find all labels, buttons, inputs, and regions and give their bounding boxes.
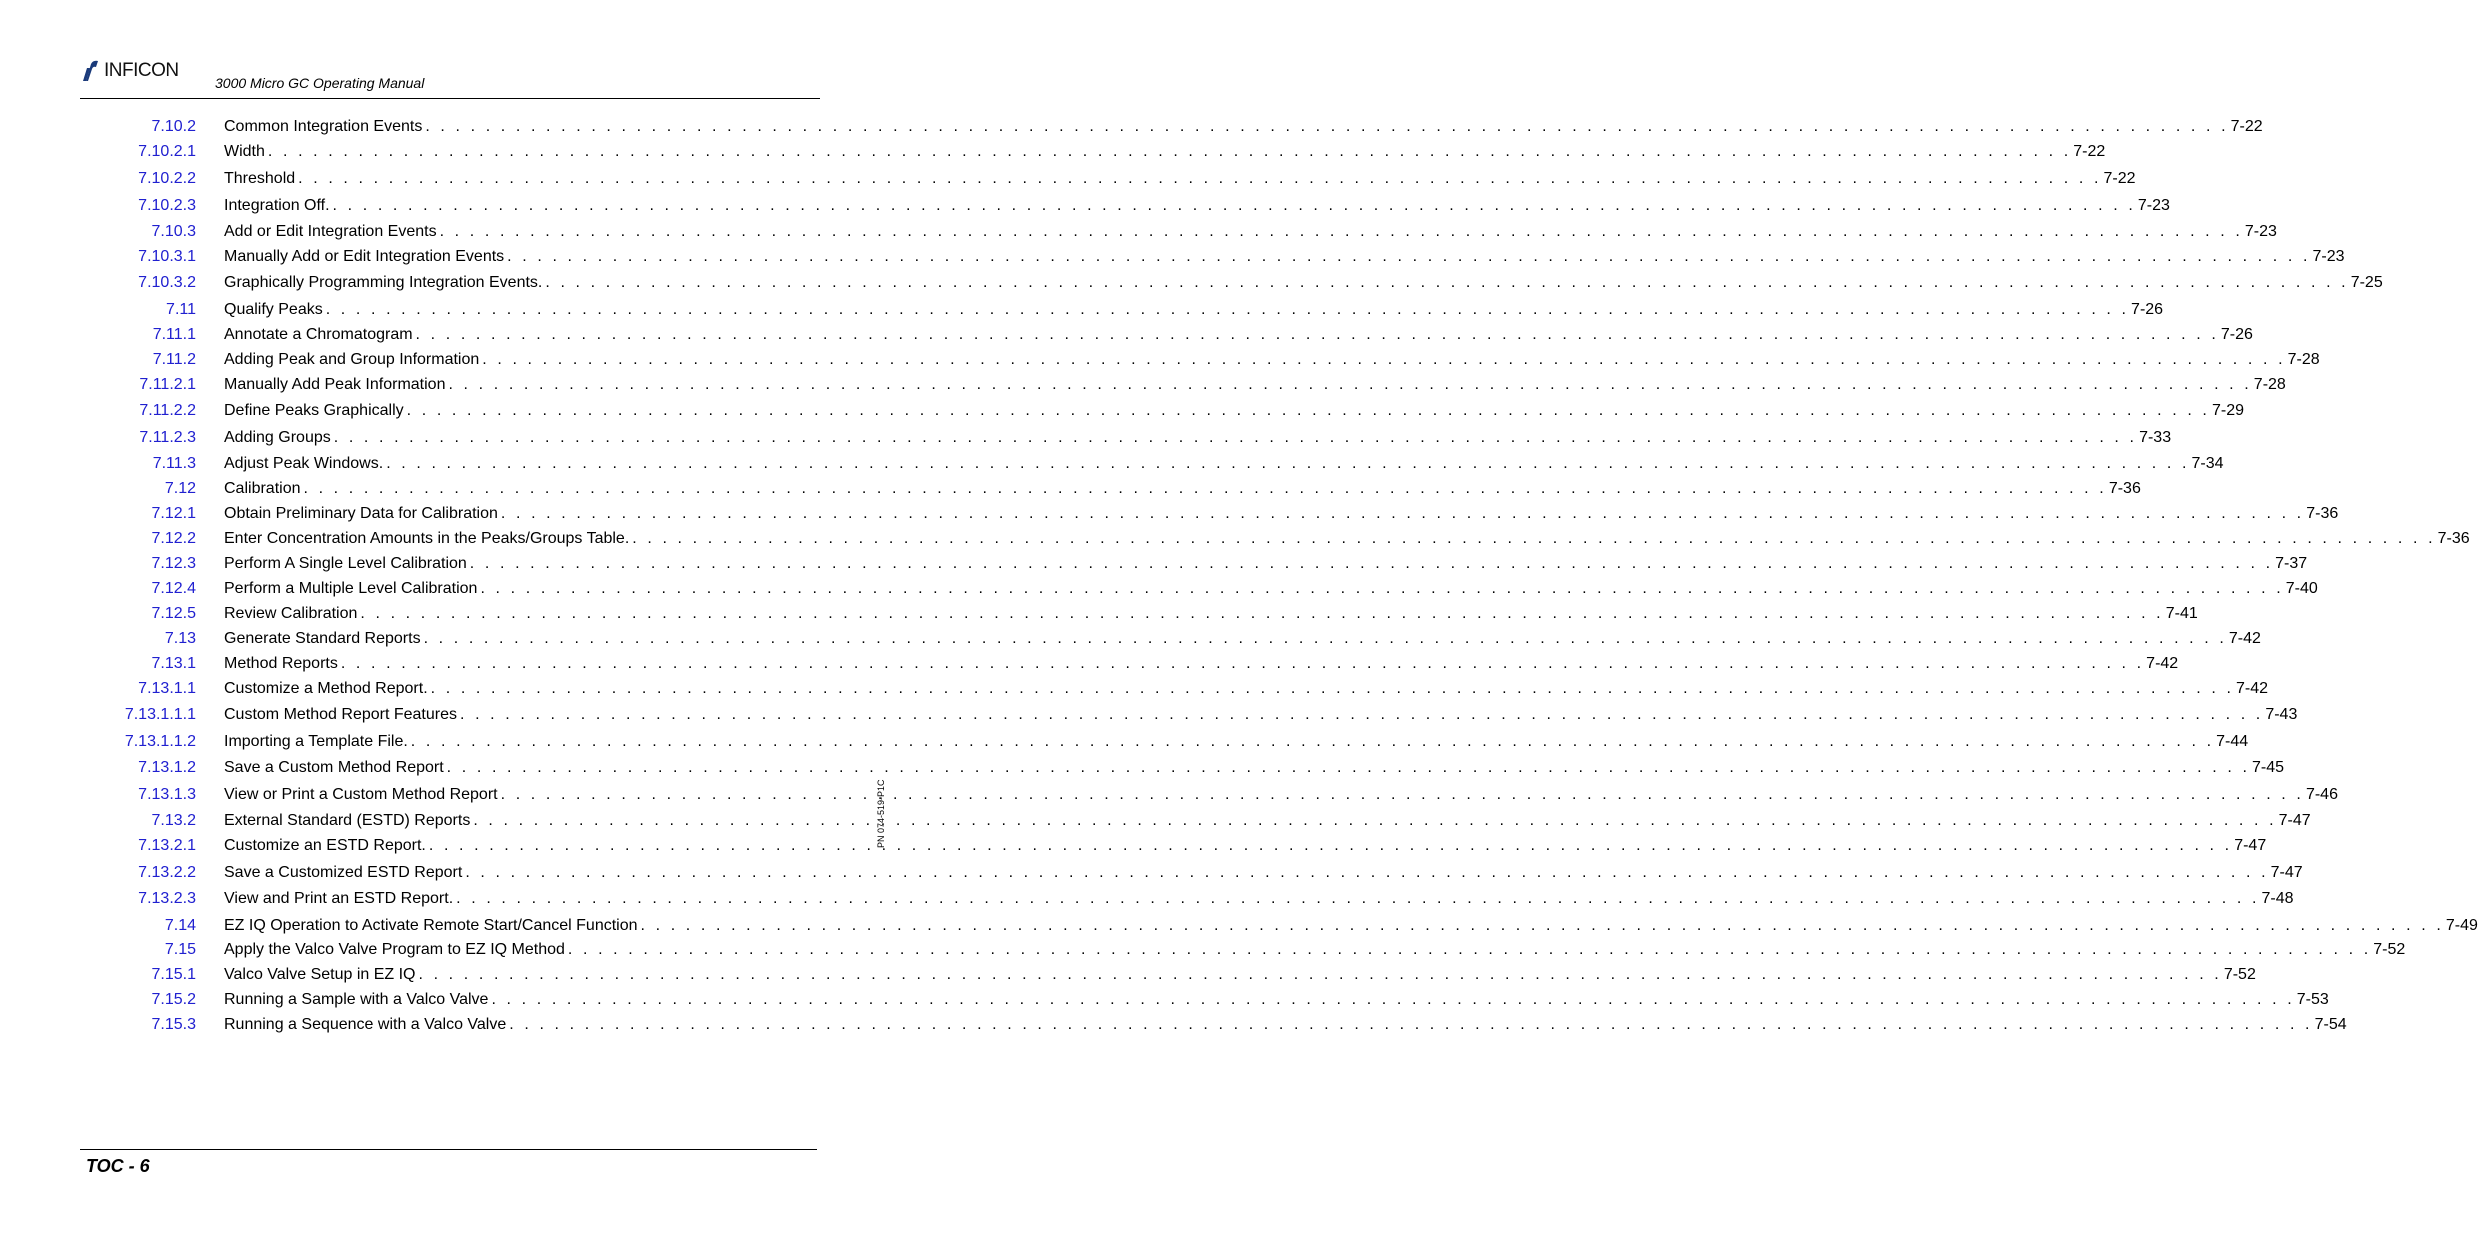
toc-title-line — [224, 374, 2286, 396]
toc-section-title: Add or Edit Integration Events — [224, 221, 440, 243]
toc-entry[interactable] — [0, 939, 2406, 961]
toc-entry[interactable] — [0, 349, 2320, 371]
toc-section-number[interactable]: 7.12 — [164, 480, 196, 497]
toc-title-line — [224, 528, 2470, 550]
toc-page-number: 7-34 — [2190, 453, 2224, 475]
toc-leader-dots: . . . . . . . . . . . . . . . . . . . . . . . . . . . . . . . . . . . . . . . . . . . . . . . . . . . . . . . . . . . . . . . . . . . . . . . . . . . . . . . . . . . . . . . . . . . . . . . . . . . . . . . . . . . . . . . . . . . . . . . . — [500, 505, 2305, 522]
toc-page-number: 7-44 — [2214, 731, 2248, 753]
toc-section-title: Save a Custom Method Report — [224, 757, 447, 779]
toc-leader-dots: . . . . . . . . . . . . . . . . . . . . . . . . . . . . . . . . . . . . . . . . . . . . . . . . . . . . . . . . . . . . . . . . . . . . . . . . . . . . . . . . . . . . . . . . . . . . . . . . . . . . . . . . . . . . . . . . . . . . . . . . — [423, 630, 2227, 647]
toc-section-title: Custom Method Report Features — [224, 704, 460, 726]
toc-entry[interactable] — [0, 784, 2338, 806]
toc-title-line — [224, 915, 2478, 937]
toc-page-number: 7-26 — [2219, 324, 2253, 346]
toc-page-number: 7-22 — [2101, 168, 2135, 190]
toc-leader-dots: . . . . . . . . . . . . . . . . . . . . . . . . . . . . . . . . . . . . . . . . . . . . . . . . . . . . . . . . . . . . . . . . . . . . . . . . . . . . . . . . . . . . . . . . . . . . . . . . . . . . . . . . . . . . . . . . . . . . . . . . — [473, 812, 2277, 829]
toc-page-number: 7-42 — [2144, 653, 2178, 675]
toc-page-number: 7-25 — [2349, 272, 2383, 294]
toc-title-line — [224, 678, 2269, 700]
toc-title-line — [224, 862, 2303, 884]
toc-title-line — [224, 578, 2318, 600]
toc-section-number[interactable]: 7.10.2.3 — [138, 197, 196, 214]
toc-leader-dots: . . . . . . . . . . . . . . . . . . . . . . . . . . . . . . . . . . . . . . . . . . . . . . . . . . . . . . . . . . . . . . . . . . . . . . . . . . . . . . . . . . . . . . . . . . . . . . . . . . . . . . . . . . . . . . . . . . . . . . . . — [632, 530, 2436, 547]
toc-section-number[interactable]: 7.10.3 — [151, 223, 196, 240]
toc-section-number[interactable]: 7.13.1.1.2 — [124, 733, 196, 750]
toc-entry[interactable] — [0, 246, 2345, 268]
toc-section-title: Perform a Multiple Level Calibration — [224, 578, 480, 600]
toc-section-title: Annotate a Chromatogram — [224, 324, 416, 346]
toc-section-number[interactable]: 7.11.3 — [152, 455, 196, 472]
toc-section-number[interactable]: 7.13.2.1 — [138, 837, 196, 854]
toc-page-number: 7-48 — [2259, 888, 2293, 910]
toc-leader-dots: . . . . . . . . . . . . . . . . . . . . . . . . . . . . . . . . . . . . . . . . . . . . . . . . . . . . . . . . . . . . . . . . . . . . . . . . . . . . . . . . . . . . . . . . . . . . . . . . . . . . . . . . . . . . . . . . . . . . . . . . — [303, 480, 2107, 497]
toc-section-number[interactable]: 7.14 — [164, 917, 196, 934]
toc-leader-dots: . . . . . . . . . . . . . . . . . . . . . . . . . . . . . . . . . . . . . . . . . . . . . . . . . . . . . . . . . . . . . . . . . . . . . . . . . . . . . . . . . . . . . . . . . . . . . . . . . . . . . . . . . . . . . . . . . . . . . . . . — [267, 143, 2072, 160]
toc-leader-dots: . . . . . . . . . . . . . . . . . . . . . . . . . . . . . . . . . . . . . . . . . . . . . . . . . . . . . . . . . . . . . . . . . . . . . . . . . . . . . . . . . . . . . . . . . . . . . . . . . . . . . . . . . . . . . . . . . . . . . . . . — [567, 941, 2372, 958]
toc-entry[interactable] — [0, 478, 2141, 500]
toc-section-number[interactable]: 7.13.1 — [151, 655, 196, 672]
manual-title: 3000 Micro GC Operating Manual — [215, 75, 425, 91]
toc-entry[interactable] — [0, 553, 2308, 575]
toc-section-number[interactable]: 7.10.3.1 — [138, 248, 196, 265]
toc-section-title: Adjust Peak Windows. — [224, 453, 386, 475]
toc-page-number: 7-43 — [2263, 704, 2297, 726]
toc-section-title: Apply the Valco Valve Program to EZ IQ Method — [224, 939, 568, 961]
toc-section-title: Review Calibration — [224, 603, 360, 625]
inficon-logo — [82, 58, 179, 84]
toc-leader-dots: . . . . . . . . . . . . . . . . . . . . . . . . . . . . . . . . . . . . . . . . . . . . . . . . . . . . . . . . . . . . . . . . . . . . . . . . . . . . . . . . . . . . . . . . . . . . . . . . . . . . . . . . . . . . . . . . . . . . . . . . — [480, 580, 2284, 597]
toc-leader-dots: . . . . . . . . . . . . . . . . . . . . . . . . . . . . . . . . . . . . . . . . . . . . . . . . . . . . . . . . . . . . . . . . . . . . . . . . . . . . . . . . . . . . . . . . . . . . . . . . . . . . . . . . . . . . . . . . . . . . . . . . — [428, 837, 2233, 854]
toc-title-line — [224, 453, 2224, 475]
toc-page-number: 7-42 — [2234, 678, 2268, 700]
toc-page-number: 7-42 — [2227, 628, 2261, 650]
toc-leader-dots: . . . . . . . . . . . . . . . . . . . . . . . . . . . . . . . . . . . . . . . . . . . . . . . . . . . . . . . . . . . . . . . . . . . . . . . . . . . . . . . . . . . . . . . . . . . . . . . . . . . . . . . . . . . . . . . . . . . . . . . . — [425, 118, 2229, 135]
header-divider — [80, 98, 820, 99]
toc-entry[interactable] — [0, 810, 2311, 832]
toc-title-line — [224, 141, 2106, 163]
toc-section-number[interactable]: 7.15.1 — [151, 966, 196, 983]
toc-leader-dots: . . . . . . . . . . . . . . . . . . . . . . . . . . . . . . . . . . . . . . . . . . . . . . . . . . . . . . . . . . . . . . . . . . . . . . . . . . . . . . . . . . . . . . . . . . . . . . . . . . . . . . . . . . . . . . . . . . . . . . . . — [360, 605, 2164, 622]
toc-entry[interactable] — [0, 628, 2261, 650]
toc-section-title: Running a Sample with a Valco Valve — [224, 989, 491, 1011]
toc-section-title: Adding Groups — [224, 427, 334, 449]
toc-section-title: Qualify Peaks — [224, 299, 326, 321]
toc-page-number: 7-22 — [2071, 141, 2105, 163]
toc-title-line — [224, 989, 2329, 1011]
toc-page-number: 7-53 — [2295, 989, 2329, 1011]
toc-entry[interactable] — [0, 427, 2172, 449]
toc-entry[interactable] — [0, 603, 2198, 625]
toc-entry[interactable] — [0, 1014, 2347, 1036]
toc-entry[interactable] — [0, 964, 2256, 986]
toc-section-title: Customize a Method Report. — [224, 678, 431, 700]
toc-title-line — [224, 757, 2285, 779]
toc-section-number[interactable]: 7.10.2 — [151, 118, 196, 135]
toc-entry[interactable] — [0, 653, 2179, 675]
toc-leader-dots: . . . . . . . . . . . . . . . . . . . . . . . . . . . . . . . . . . . . . . . . . . . . . . . . . . . . . . . . . . . . . . . . . . . . . . . . . . . . . . . . . . . . . . . . . . . . . . . . . . . . . . . . . . . . . . . . . . . . . . . . — [415, 326, 2219, 343]
toc-title-line — [224, 653, 2179, 675]
toc-section-title: Obtain Preliminary Data for Calibration — [224, 503, 501, 525]
toc-leader-dots: . . . . . . . . . . . . . . . . . . . . . . . . . . . . . . . . . . . . . . . . . . . . . . . . . . . . . . . . . . . . . . . . . . . . . . . . . . . . . . . . . . . . . . . . . . . . . . . . . . . . . . . . . . . . . . . . . . . . . . . . — [545, 274, 2349, 291]
toc-section-number[interactable]: 7.11.2.1 — [139, 376, 196, 393]
toc-section-number[interactable]: 7.13.1.1 — [138, 680, 196, 697]
toc-entry[interactable] — [0, 400, 2244, 422]
logo-text: INFICON — [104, 60, 179, 81]
toc-page-number: 7-28 — [2286, 349, 2320, 371]
toc-section-title: Customize an ESTD Report. — [224, 835, 429, 857]
toc-section-title: Calibration — [224, 478, 303, 500]
footer-divider — [80, 1149, 817, 1150]
toc-section-number[interactable]: 7.13.2.2 — [138, 864, 196, 881]
toc-title-line — [224, 324, 2253, 346]
toc-section-title: Define Peaks Graphically — [224, 400, 407, 422]
toc-page-number: 7-22 — [2229, 116, 2263, 138]
toc-section-title: Integration Off. — [224, 195, 333, 217]
toc-section-number[interactable]: 7.13 — [164, 630, 196, 647]
toc-entry[interactable] — [0, 731, 2249, 753]
toc-page-number: 7-23 — [2243, 221, 2277, 243]
toc-leader-dots: . . . . . . . . . . . . . . . . . . . . . . . . . . . . . . . . . . . . . . . . . . . . . . . . . . . . . . . . . . . . . . . . . . . . . . . . . . . . . . . . . . . . . . . . . . . . . . . . . . . . . . . . . . . . . . . . . . . . . . . . — [386, 455, 2190, 472]
toc-section-number[interactable]: 7.12.5 — [151, 605, 196, 622]
toc-page-number: 7-36 — [2304, 503, 2338, 525]
toc-entry[interactable] — [0, 757, 2285, 779]
toc-leader-dots: . . . . . . . . . . . . . . . . . . . . . . . . . . . . . . . . . . . . . . . . . . . . . . . . . . . . . . . . . . . . . . . . . . . . . . . . . . . . . . . . . . . . . . . . . . . . . . . . . . . . . . . . . . . . . . . . . . . . . . . . — [325, 301, 2130, 318]
toc-leader-dots: . . . . . . . . . . . . . . . . . . . . . . . . . . . . . . . . . . . . . . . . . . . . . . . . . . . . . . . . . . . . . . . . . . . . . . . . . . . . . . . . . . . . . . . . . . . . . . . . . . . . . . . . . . . . . . . . . . . . . . . . — [446, 759, 2250, 776]
toc-section-title: Perform A Single Level Calibration — [224, 553, 470, 575]
toc-section-number[interactable]: 7.13.1.1.1 — [124, 706, 196, 723]
toc-entry[interactable] — [0, 324, 2253, 346]
toc-section-title: Running a Sequence with a Valco Valve — [224, 1014, 509, 1036]
toc-section-number[interactable]: 7.15.3 — [151, 1016, 196, 1033]
page-number-label: TOC - 6 — [86, 1156, 150, 1176]
toc-entry[interactable] — [0, 195, 2170, 217]
toc-leader-dots: . . . . . . . . . . . . . . . . . . . . . . . . . . . . . . . . . . . . . . . . . . . . . . . . . . . . . . . . . . . . . . . . . . . . . . . . . . . . . . . . . . . . . . . . . . . . . . . . . . . . . . . . . . . . . . . . . . . . . . . . — [465, 864, 2269, 881]
toc-leader-dots: . . . . . . . . . . . . . . . . . . . . . . . . . . . . . . . . . . . . . . . . . . . . . . . . . . . . . . . . . . . . . . . . . . . . . . . . . . . . . . . . . . . . . . . . . . . . . . . . . . . . . . . . . . . . . . . . . . . . . . . . — [298, 170, 2102, 187]
toc-section-number[interactable]: 7.11 — [166, 301, 196, 318]
toc-section-number[interactable]: 7.13.1.3 — [138, 786, 196, 803]
toc-section-number[interactable]: 7.10.3.2 — [138, 274, 196, 291]
toc-section-number[interactable]: 7.13.2 — [151, 812, 196, 829]
toc-entry[interactable] — [0, 374, 2286, 396]
toc-entry[interactable] — [0, 141, 2106, 163]
toc-title-line — [224, 400, 2244, 422]
toc-section-title: Width — [224, 141, 268, 163]
toc-entry[interactable] — [0, 862, 2303, 884]
toc-title-line — [224, 478, 2141, 500]
page-header — [0, 0, 954, 100]
toc-entry[interactable] — [0, 453, 2224, 475]
toc-section-title: Manually Add or Edit Integration Events — [224, 246, 507, 268]
toc-page-number: 7-47 — [2232, 835, 2266, 857]
toc-section-title: External Standard (ESTD) Reports — [224, 810, 473, 832]
toc-section-number[interactable]: 7.15.2 — [151, 991, 196, 1008]
toc-title-line — [224, 427, 2172, 449]
toc-page-number: 7-54 — [2313, 1014, 2347, 1036]
toc-leader-dots: . . . . . . . . . . . . . . . . . . . . . . . . . . . . . . . . . . . . . . . . . . . . . . . . . . . . . . . . . . . . . . . . . . . . . . . . . . . . . . . . . . . . . . . . . . . . . . . . . . . . . . . . . . . . . . . . . . . . . . . . — [332, 197, 2136, 214]
toc-entry[interactable] — [0, 678, 2269, 700]
toc-title-line — [224, 964, 2256, 986]
toc-section-title: Adding Peak and Group Information — [224, 349, 482, 371]
toc-section-title: Threshold — [224, 168, 298, 190]
toc-page-number: 7-28 — [2252, 374, 2286, 396]
toc-entry[interactable] — [0, 168, 2136, 190]
toc-entry[interactable] — [0, 272, 2383, 294]
toc-leader-dots: . . . . . . . . . . . . . . . . . . . . . . . . . . . . . . . . . . . . . . . . . . . . . . . . . . . . . . . . . . . . . . . . . . . . . . . . . . . . . . . . . . . . . . . . . . . . . . . . . . . . . . . . . . . . . . . . . . . . . . . . — [448, 376, 2252, 393]
toc-section-number[interactable]: 7.12.4 — [151, 580, 196, 597]
toc-section-number[interactable]: 7.12.2 — [151, 530, 196, 547]
toc-page-number: 7-47 — [2269, 862, 2303, 884]
toc-title-line — [224, 1014, 2347, 1036]
toc-section-number[interactable]: 7.15 — [164, 941, 196, 958]
toc-section-title: Graphically Programming Integration Events. — [224, 272, 545, 294]
toc-leader-dots: . . . . . . . . . . . . . . . . . . . . . . . . . . . . . . . . . . . . . . . . . . . . . . . . . . . . . . . . . . . . . . . . . . . . . . . . . . . . . . . . . . . . . . . . . . . . . . . . . . . . . . . . . . . . . . . . . . . . . . . . — [439, 223, 2243, 240]
toc-section-title: Manually Add Peak Information — [224, 374, 448, 396]
toc-leader-dots: . . . . . . . . . . . . . . . . . . . . . . . . . . . . . . . . . . . . . . . . . . . . . . . . . . . . . . . . . . . . . . . . . . . . . . . . . . . . . . . . . . . . . . . . . . . . . . . . . . . . . . . . . . . . . . . . . . . . . . . . — [418, 966, 2222, 983]
toc-title-line — [224, 628, 2261, 650]
toc-section-number[interactable]: 7.11.2.2 — [139, 402, 196, 419]
toc-title-line — [224, 810, 2311, 832]
toc-leader-dots: . . . . . . . . . . . . . . . . . . . . . . . . . . . . . . . . . . . . . . . . . . . . . . . . . . . . . . . . . . . . . . . . . . . . . . . . . . . . . . . . . . . . . . . . . . . . . . . . . . . . . . . . . . . . . . . . . . . . . . . . — [340, 655, 2145, 672]
toc-page-number: 7-40 — [2284, 578, 2318, 600]
toc-title-line — [224, 939, 2406, 961]
toc-leader-dots: . . . . . . . . . . . . . . . . . . . . . . . . . . . . . . . . . . . . . . . . . . . . . . . . . . . . . . . . . . . . . . . . . . . . . . . . . . . . . . . . . . . . . . . . . . . . . . . . . . . . . . . . . . . . . . . . . . . . . . . . — [482, 351, 2286, 368]
toc-title-line — [224, 888, 2294, 910]
toc-leader-dots: . . . . . . . . . . . . . . . . . . . . . . . . . . . . . . . . . . . . . . . . . . . . . . . . . . . . . . . . . . . . . . . . . . . . . . . . . . . . . . . . . . . . . . . . . . . . . . . . . . . . . . . . . . . . . . . . . . . . . . . . — [507, 248, 2311, 265]
toc-leader-dots: . . . . . . . . . . . . . . . . . . . . . . . . . . . . . . . . . . . . . . . . . . . . . . . . . . . . . . . . . . . . . . . . . . . . . . . . . . . . . . . . . . . . . . . . . . . . . . . . . . . . . . . . . . . . . . . . . . . . . . . . — [410, 733, 2215, 750]
toc-title-line — [224, 731, 2249, 753]
toc-leader-dots: . . . . . . . . . . . . . . . . . . . . . . . . . . . . . . . . . . . . . . . . . . . . . . . . . . . . . . . . . . . . . . . . . . . . . . . . . . . . . . . . . . . . . . . . . . . . . . . . . . . . . . . . . . . . . . . . . . . . . . . . — [640, 917, 2444, 934]
toc-title-line — [224, 603, 2198, 625]
toc-leader-dots: . . . . . . . . . . . . . . . . . . . . . . . . . . . . . . . . . . . . . . . . . . . . . . . . . . . . . . . . . . . . . . . . . . . . . . . . . . . . . . . . . . . . . . . . . . . . . . . . . . . . . . . . . . . . . . . . . . . . . . . . — [430, 680, 2234, 697]
toc-title-line — [224, 299, 2164, 321]
toc-section-number[interactable]: 7.10.2.1 — [138, 143, 196, 160]
toc-entry[interactable] — [0, 528, 2470, 550]
toc-page-number: 7-36 — [2436, 528, 2470, 550]
toc-title-line — [224, 168, 2136, 190]
toc-entry[interactable] — [0, 221, 2277, 243]
toc-page-number: 7-37 — [2273, 553, 2307, 575]
toc-page-number: 7-36 — [2107, 478, 2141, 500]
toc-leader-dots: . . . . . . . . . . . . . . . . . . . . . . . . . . . . . . . . . . . . . . . . . . . . . . . . . . . . . . . . . . . . . . . . . . . . . . . . . . . . . . . . . . . . . . . . . . . . . . . . . . . . . . . . . . . . . . . . . . . . . . . . — [460, 706, 2264, 723]
toc-title-line — [224, 784, 2338, 806]
toc-title-line — [224, 349, 2320, 371]
toc-leader-dots: . . . . . . . . . . . . . . . . . . . . . . . . . . . . . . . . . . . . . . . . . . . . . . . . . . . . . . . . . . . . . . . . . . . . . . . . . . . . . . . . . . . . . . . . . . . . . . . . . . . . . . . . . . . . . . . . . . . . . . . . — [406, 402, 2210, 419]
toc-section-title: Generate Standard Reports — [224, 628, 424, 650]
toc-entry[interactable] — [0, 989, 2329, 1011]
toc-section-title: Save a Customized ESTD Report — [224, 862, 465, 884]
toc-page-number: 7-52 — [2222, 964, 2256, 986]
toc-page-number: 7-23 — [2136, 195, 2170, 217]
toc-section-number[interactable]: 7.10.2.2 — [138, 170, 196, 187]
toc-entry[interactable] — [0, 888, 2294, 910]
toc-page-number: 7-41 — [2164, 603, 2198, 625]
toc-section-title: Valco Valve Setup in EZ IQ — [224, 964, 419, 986]
toc-leader-dots: . . . . . . . . . . . . . . . . . . . . . . . . . . . . . . . . . . . . . . . . . . . . . . . . . . . . . . . . . . . . . . . . . . . . . . . . . . . . . . . . . . . . . . . . . . . . . . . . . . . . . . . . . . . . . . . . . . . . . . . . — [456, 890, 2260, 907]
toc-page-number: 7-33 — [2137, 427, 2171, 449]
toc-title-line — [224, 503, 2339, 525]
toc-section-title: Method Reports — [224, 653, 341, 675]
toc-page-number: 7-46 — [2304, 784, 2338, 806]
inficon-logo-icon — [82, 60, 102, 82]
toc-leader-dots: . . . . . . . . . . . . . . . . . . . . . . . . . . . . . . . . . . . . . . . . . . . . . . . . . . . . . . . . . . . . . . . . . . . . . . . . . . . . . . . . . . . . . . . . . . . . . . . . . . . . . . . . . . . . . . . . . . . . . . . . — [491, 991, 2295, 1008]
toc-page-number: 7-23 — [2311, 246, 2345, 268]
toc-entry[interactable] — [0, 503, 2339, 525]
toc-section-title: View and Print an ESTD Report. — [224, 888, 456, 910]
toc-title-line — [224, 704, 2298, 726]
toc-entry[interactable] — [0, 915, 2478, 937]
toc-title-line — [224, 835, 2267, 857]
toc-section-number[interactable]: 7.12.3 — [151, 555, 196, 572]
toc-section-title: Importing a Template File. — [224, 731, 411, 753]
toc-title-line — [224, 553, 2308, 575]
toc-title-line — [224, 195, 2170, 217]
toc-section-number[interactable]: 7.12.1 — [151, 505, 196, 522]
toc-page-number: 7-47 — [2277, 810, 2311, 832]
toc-entry[interactable] — [0, 835, 2267, 857]
toc-entry[interactable] — [0, 299, 2164, 321]
toc-entry[interactable] — [0, 578, 2318, 600]
toc-section-title: Enter Concentration Amounts in the Peaks/Groups Table. — [224, 528, 632, 550]
toc-page-number: 7-52 — [2371, 939, 2405, 961]
part-number: PN 074-519-P1C — [876, 779, 886, 848]
toc-title-line — [224, 116, 2263, 138]
toc-page-number: 7-45 — [2250, 757, 2284, 779]
toc-entry[interactable] — [0, 704, 2298, 726]
toc-section-number[interactable]: 7.11.2 — [152, 351, 196, 368]
toc-section-number[interactable]: 7.11.2.3 — [139, 429, 196, 446]
toc-page-number: 7-29 — [2210, 400, 2244, 422]
toc-title-line — [224, 272, 2383, 294]
toc-leader-dots: . . . . . . . . . . . . . . . . . . . . . . . . . . . . . . . . . . . . . . . . . . . . . . . . . . . . . . . . . . . . . . . . . . . . . . . . . . . . . . . . . . . . . . . . . . . . . . . . . . . . . . . . . . . . . . . . . . . . . . . . — [509, 1016, 2313, 1033]
toc-section-title: EZ IQ Operation to Activate Remote Start/Cancel Function — [224, 915, 641, 937]
toc-leader-dots: . . . . . . . . . . . . . . . . . . . . . . . . . . . . . . . . . . . . . . . . . . . . . . . . . . . . . . . . . . . . . . . . . . . . . . . . . . . . . . . . . . . . . . . . . . . . . . . . . . . . . . . . . . . . . . . . . . . . . . . . — [469, 555, 2274, 572]
toc-section-number[interactable]: 7.11.1 — [152, 326, 196, 343]
toc-title-line — [224, 246, 2345, 268]
toc-page-number: 7-49 — [2444, 915, 2478, 937]
toc-leader-dots: . . . . . . . . . . . . . . . . . . . . . . . . . . . . . . . . . . . . . . . . . . . . . . . . . . . . . . . . . . . . . . . . . . . . . . . . . . . . . . . . . . . . . . . . . . . . . . . . . . . . . . . . . . . . . . . . . . . . . . . . — [333, 429, 2138, 446]
toc-title-line — [224, 221, 2277, 243]
toc-section-number[interactable]: 7.13.1.2 — [138, 759, 196, 776]
toc-page-number: 7-26 — [2129, 299, 2163, 321]
toc-leader-dots: . . . . . . . . . . . . . . . . . . . . . . . . . . . . . . . . . . . . . . . . . . . . . . . . . . . . . . . . . . . . . . . . . . . . . . . . . . . . . . . . . . . . . . . . . . . . . . . . . . . . . . . . . . . . . . . . . . . . . . . . — [500, 786, 2304, 803]
toc-section-title: Common Integration Events — [224, 116, 425, 138]
toc-entry[interactable] — [0, 116, 2263, 138]
toc-section-number[interactable]: 7.13.2.3 — [138, 890, 196, 907]
toc-section-title: View or Print a Custom Method Report — [224, 784, 501, 806]
